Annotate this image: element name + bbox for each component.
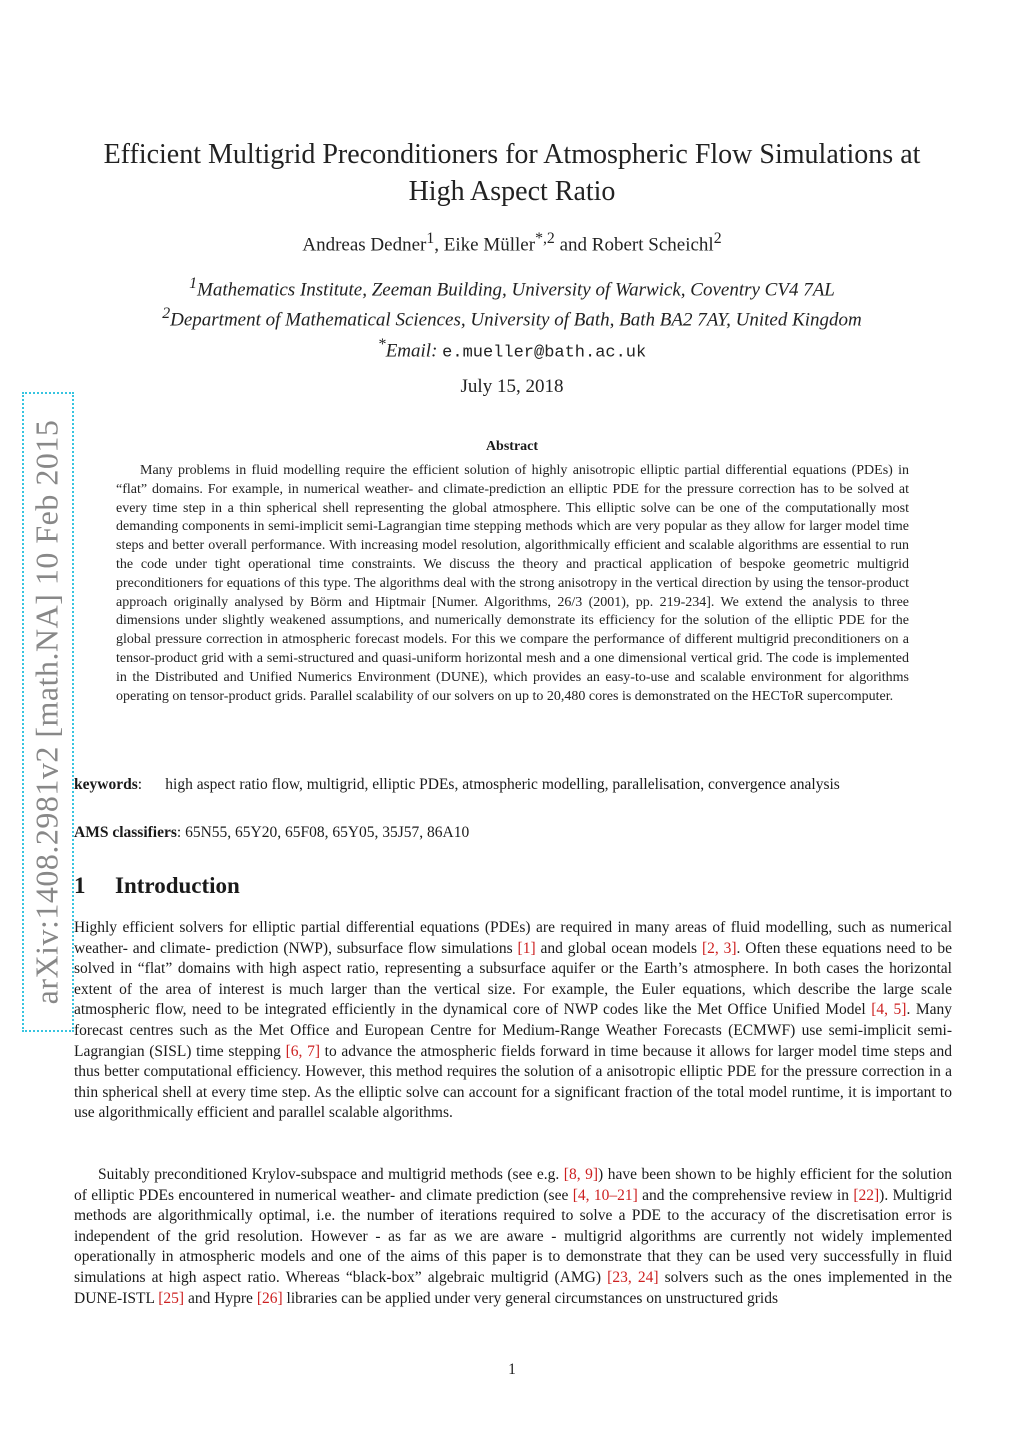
- ams-label: AMS classifiers: [74, 824, 177, 841]
- author-separator: and: [554, 234, 592, 256]
- citation-link[interactable]: [8, 9]: [563, 1166, 599, 1183]
- title-line-1: Efficient Multigrid Preconditioners for Atmospheric Flow Simulations at: [103, 139, 921, 170]
- citation-link[interactable]: [22]: [853, 1186, 880, 1204]
- affiliation-1: [60, 272, 964, 302]
- author-name: Andreas Dedner: [302, 234, 427, 256]
- ams-classifiers: [74, 824, 952, 842]
- abstract-text: Many problems in fluid modelling require the efficient solution of highly anisotropic elliptic partial differential equations (PDEs) in “flat” domains. For example, in numerical weather- and climate-prediction an elliptic PDE for the pressure correction has to be solved at every time step in a thin spherical shell representing the global atmosphere. This elliptic solve can be one of the computationally most demanding components in semi-implicit semi-Lagrangian time stepping methods which are very popular as they allow for larger model time steps and better overall performance. With increasing model resolution, algorithmically efficient and scalable algorithms are essential to run the code under tight operational time constraints. We discuss the theory and practical application of bespoke geometric multigrid preconditioners for equations of this type. The algorithms deal with the strong anisotropy in the vertical direction by using the tensor-product approach originally analysed by Börm and Hiptmair [Numer. Algorithms, 26/3 (2001), pp. 219-234]. We extend the analysis to three dimensions under slightly weakened assumptions, and numerically demonstrate its efficiency for the solution of the elliptic PDE for the global pressure correction in atmospheric forecast models. For this we compare the performance of different multigrid preconditioners on a tensor-product grid with a semi-structured and quasi-uniform horizontal mesh and a one dimensional vertical grid. The code is implemented in the Distributed and Unified Numerics Environment (DUNE), which provides an easy-to-use and scalable environment for algorithms operating on tensor-product grids. Parallel scalability of our solvers on up to 20,480 cores is demonstrated on the HECToR supercomputer.: [116, 463, 909, 704]
- keywords-colon: :: [137, 776, 143, 793]
- keywords-label: keywords: [74, 776, 138, 793]
- citation-link[interactable]: [6, 7]: [285, 1042, 320, 1060]
- paper-date: July 15, 2018: [460, 376, 564, 397]
- text-run: ). Multigrid methods are algorithmically optimal, i.e. the number of iterations required to solve a PDE to the accuracy of the discretisation error is independent of the grid resolution. However - as far as we are aware - multigrid algorithms are currently not widely implemented operationally in atmospheric models and one of the aims of this paper is to demonstrate that they can be used very successfully in fluid simulations at high aspect ratio. Whereas “black-box” algebraic multigrid (AMG): [74, 1186, 952, 1286]
- author-name: Robert Scheichl: [591, 234, 714, 256]
- author-affil-mark: *,2: [535, 230, 555, 247]
- keywords: [74, 775, 952, 796]
- author-affil-mark: 2: [713, 230, 722, 247]
- text-run: ) have been shown to be highly efficient for the solution of elliptic PDEs encountered in numerical weather- and climate prediction (see: [74, 1166, 952, 1204]
- section-number: 1: [74, 873, 86, 898]
- section-heading: [74, 873, 240, 899]
- ams-value: : 65N55, 65Y20, 65F08, 65Y05, 35J57, 86A10: [176, 824, 470, 841]
- abstract-heading: Abstract: [485, 439, 539, 454]
- citation-link[interactable]: [1]: [517, 939, 536, 957]
- title-line-2: High Aspect Ratio: [408, 176, 616, 207]
- text-run: and the comprehensive review in: [637, 1186, 854, 1204]
- intro-paragraph-2: [74, 1165, 952, 1309]
- affiliation-2: [60, 302, 964, 332]
- affil-mark: *: [377, 335, 386, 353]
- author-name: Eike Müller: [443, 234, 536, 256]
- citation-link[interactable]: [25]: [158, 1289, 185, 1307]
- text-run: solvers such as the ones implemented in the DUNE-ISTL: [74, 1268, 953, 1307]
- page-number: 1: [508, 1361, 516, 1378]
- email-link[interactable]: e.mueller@bath.ac.uk: [442, 342, 647, 362]
- citation-link[interactable]: [2, 3]: [701, 939, 737, 957]
- citation-link[interactable]: [26]: [256, 1289, 283, 1307]
- paper-title: [60, 136, 964, 210]
- citation-link[interactable]: [4, 5]: [871, 1001, 907, 1019]
- text-run: libraries can be applied under very general circumstances on unstructured grids: [282, 1289, 779, 1307]
- contact-email: [60, 333, 964, 365]
- citation-link[interactable]: [23, 24]: [607, 1268, 659, 1286]
- text-run: . Many forecast centres such as the Met Office and European Centre for Medium-Range Weather Forecasts (ECMWF) use semi-implicit semi-Lagrangian (SISL) time stepping: [74, 1001, 952, 1060]
- keywords-value: high aspect ratio flow, multigrid, elliptic PDEs, atmospheric modelling, parallelisation, convergence analysis: [165, 776, 840, 793]
- text-run: Suitably preconditioned Krylov-subspace and multigrid methods (see e.g.: [98, 1166, 564, 1183]
- text-run: and global ocean models: [535, 939, 702, 957]
- text-run: to advance the atmospheric fields forward in time because it allows for larger model time steps and thus better computational efficiency. However, this method requires the solution of a anisotropic elliptic PDE for the pressure correction in a thin spherical shell at every time step. As the elliptic solve can account for a significant fraction of the total model runtime, it is important to use algorithmically efficient and parallel scalable algorithms.: [74, 1042, 952, 1122]
- arxiv-identifier[interactable]: arXiv:1408.2981v2 [math.NA] 10 Feb 2015: [28, 419, 65, 1005]
- affil-mark: 2: [162, 305, 171, 323]
- intro-paragraph-1: [74, 918, 952, 1124]
- affiliations: [60, 272, 964, 365]
- author-affil-mark: 1: [426, 230, 435, 247]
- citation-link[interactable]: [4, 10–21]: [572, 1186, 638, 1204]
- text-run: and Hypre: [184, 1289, 257, 1307]
- author-list: [60, 230, 964, 256]
- text-run: Highly efficient solvers for elliptic partial differential equations (PDEs) are required in many areas of fluid modelling, such as numerical weather- and climate- prediction (NWP), subsurface flow simulations: [74, 919, 952, 957]
- section-title: Introduction: [115, 873, 240, 898]
- affil-text: Department of Mathematical Sciences, University of Bath, Bath BA2 7AY, United Kingdom: [170, 309, 862, 331]
- author-separator: ,: [434, 234, 444, 256]
- affil-mark: 1: [189, 275, 198, 292]
- text-run: . Often these equations need to be solved in “flat” domains with high aspect ratio, representing a subsurface aquifer or the Earth’s atmosphere. In both cases the horizontal extent of the area of interest is much larger than the vertical size. For example, the Euler equations, which describe the large scale atmospheric flow, need to be integrated efficiently in the dynamical core of NWP codes like the Met Office Unified Model: [74, 939, 952, 1019]
- email-label: Email:: [385, 339, 443, 361]
- affil-text: Mathematics Institute, Zeeman Building, University of Warwick, Coventry CV4 7AL: [197, 279, 835, 301]
